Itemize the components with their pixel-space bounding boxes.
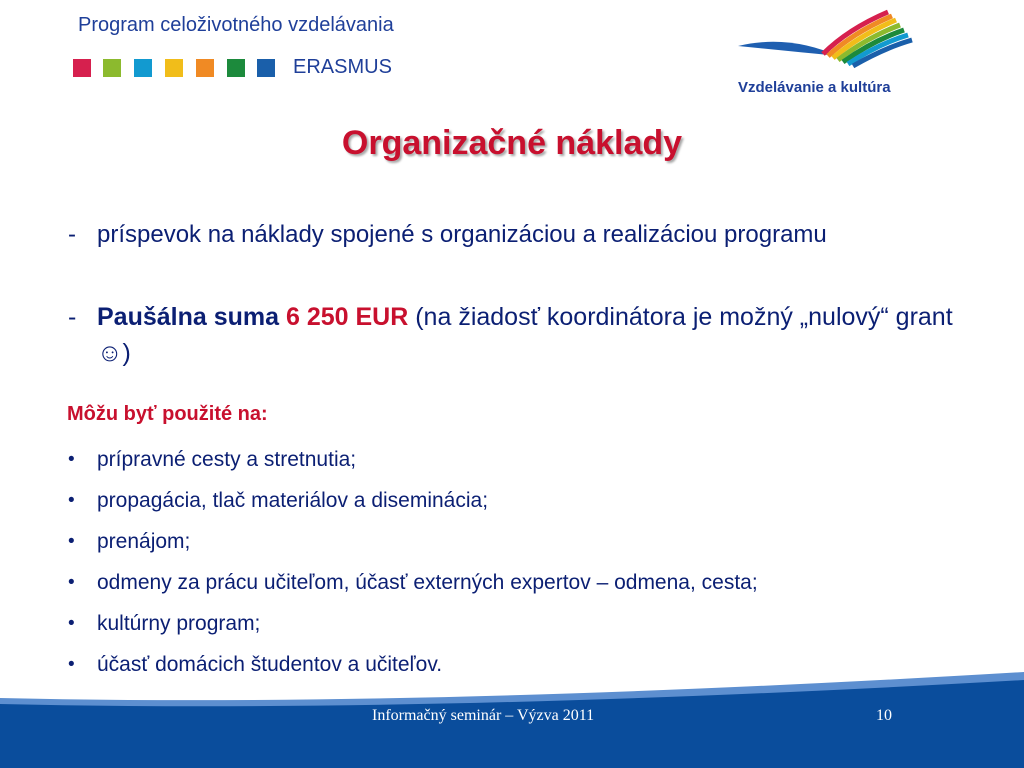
dash-item-text [97, 299, 978, 371]
flat-sum-amount: 6 250 EUR [285, 303, 409, 331]
bullet-dot-icon: • [68, 490, 75, 511]
color-square [73, 59, 91, 77]
list-item-text: účasť domácich študentov a učiteľov. [97, 653, 443, 676]
list-item [68, 527, 1018, 568]
color-square [257, 59, 275, 77]
color-square [134, 59, 152, 77]
list-item-text: propagácia, tlač materiálov a diseminácia; [97, 489, 489, 512]
flat-sum-note: (na žiadosť koordinátora je možný „nulový“ grant ☺) [97, 303, 953, 367]
logo-text: Vzdelávanie a kultúra [738, 79, 891, 96]
program-title: Program celoživotného vzdelávania [78, 14, 394, 36]
dash-mark: - [68, 221, 76, 248]
page-number: 10 [876, 707, 892, 724]
bullet-dot-icon: • [68, 613, 75, 634]
color-square [227, 59, 245, 77]
color-square [103, 59, 121, 77]
bullet-dot-icon: • [68, 531, 75, 552]
list-item [68, 609, 1018, 650]
list-item-text: prenájom; [97, 530, 191, 553]
bullet-dot-icon: • [68, 572, 75, 593]
list-item [68, 486, 1018, 527]
color-square [165, 59, 183, 77]
list-item-text: kultúrny program; [97, 612, 261, 635]
dash-item [68, 299, 978, 371]
dash-mark: - [68, 303, 77, 331]
footer-text: Informačný seminár – Výzva 2011 [372, 707, 595, 724]
color-square [196, 59, 214, 77]
flat-sum-label: Paušálna suma [97, 303, 280, 331]
list-item-text: odmeny za prácu učiteľom, účasť externých expertov – odmena, cesta; [97, 571, 758, 594]
usage-heading: Môžu byť použité na: [67, 403, 268, 425]
list-item [68, 568, 1018, 609]
slide-title: Organizačné náklady [341, 124, 683, 162]
bullet-dot-icon: • [68, 654, 75, 675]
dash-item-text: príspevok na náklady spojené s organizáciou a realizáciou programu [97, 221, 827, 248]
erasmus-label: ERASMUS [293, 56, 392, 78]
dash-item [68, 218, 978, 251]
list-item [68, 445, 1018, 486]
list-item-text: prípravné cesty a stretnutia; [97, 448, 357, 471]
usage-list [68, 445, 1018, 691]
bullet-dot-icon: • [68, 449, 75, 470]
